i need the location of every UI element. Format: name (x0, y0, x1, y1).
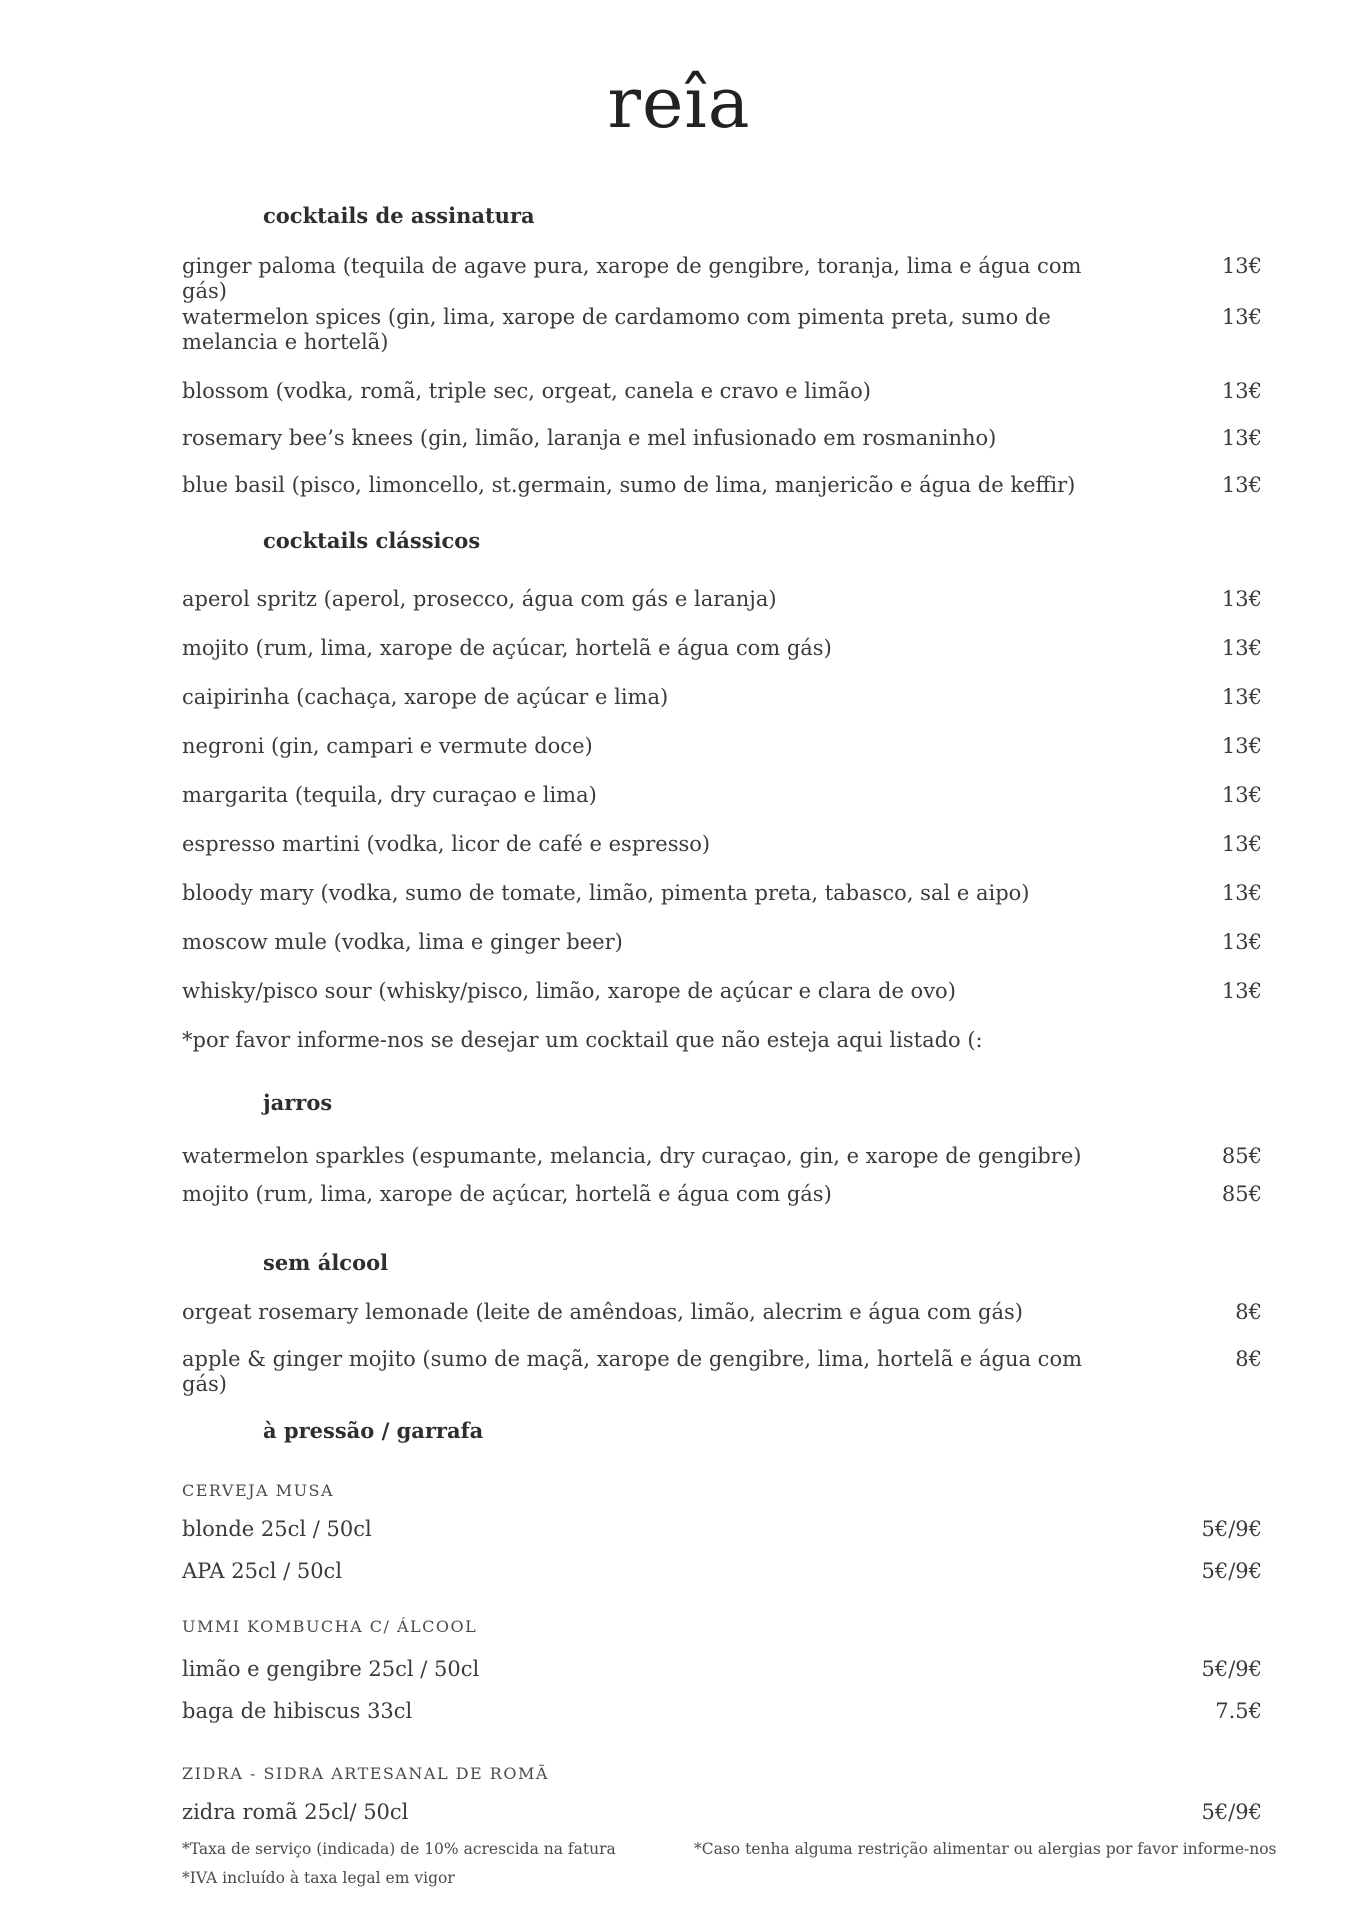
group-label: CERVEJA MUSA (182, 1481, 335, 1500)
item-description: negroni (gin, campari e vermute doce) (182, 734, 593, 758)
item-description: zidra romã 25cl/ 50cl (182, 1800, 409, 1824)
item-price: 5€/9€ (1201, 1559, 1262, 1583)
item-description: baga de hibiscus 33cl (182, 1699, 413, 1723)
item-price: 13€ (1221, 254, 1262, 278)
section-title-draft: à pressão / garrafa (263, 1418, 484, 1443)
item-description: caipirinha (cachaça, xarope de açúcar e lima) (182, 685, 669, 709)
item-description: watermelon spices (gin, lima, xarope de cardamomo com pimenta preta, sumo de melancia e hortelã) (182, 305, 1051, 354)
item-description: moscow mule (vodka, lima e ginger beer) (182, 930, 623, 954)
allergy-note: *Caso tenha alguma restrição alimentar ou alergias por favor informe-nos (694, 1840, 1277, 1858)
group-label: UMMI KOMBUCHA C/ ÁLCOOL (182, 1617, 478, 1636)
item-description: aperol spritz (aperol, prosecco, água com gás e laranja) (182, 587, 777, 611)
item-description: rosemary bee’s knees (gin, limão, laranja e mel infusionado em rosmaninho) (182, 426, 997, 450)
item-description: watermelon sparkles (espumante, melancia, dry curaçao, gin, e xarope de gengibre) (182, 1144, 1082, 1168)
section-title-signature: cocktails de assinatura (263, 203, 535, 228)
item-price: 8€ (1235, 1300, 1262, 1324)
item-price: 13€ (1221, 379, 1262, 403)
item-description: bloody mary (vodka, sumo de tomate, limão, pimenta preta, tabasco, sal e aipo) (182, 881, 1030, 905)
item-price: 85€ (1221, 1144, 1262, 1168)
item-price: 7.5€ (1215, 1699, 1262, 1723)
section-title-classic: cocktails clássicos (263, 528, 481, 553)
section-title-jugs: jarros (263, 1090, 333, 1115)
item-description: blossom (vodka, romã, triple sec, orgeat, canela e cravo e limão) (182, 379, 871, 403)
brand-logo: reîa (607, 62, 751, 144)
item-description: espresso martini (vodka, licor de café e espresso) (182, 832, 711, 856)
item-price: 13€ (1221, 473, 1262, 497)
section-title-nonalcoholic: sem álcool (263, 1250, 389, 1275)
item-price: 13€ (1221, 636, 1262, 660)
item-price: 13€ (1221, 783, 1262, 807)
item-description: orgeat rosemary lemonade (leite de amêndoas, limão, alecrim e água com gás) (182, 1300, 1023, 1324)
item-price: 5€/9€ (1201, 1800, 1262, 1824)
group-label: ZIDRA - SIDRA ARTESANAL DE ROMÃ (182, 1764, 549, 1783)
item-price: 13€ (1221, 832, 1262, 856)
item-price: 8€ (1235, 1347, 1262, 1371)
item-price: 13€ (1221, 426, 1262, 450)
item-description: mojito (rum, lima, xarope de açúcar, hortelã e água com gás) (182, 1182, 832, 1206)
item-price: 5€/9€ (1201, 1517, 1262, 1541)
item-description: APA 25cl / 50cl (182, 1559, 343, 1583)
item-description: ginger paloma (tequila de agave pura, xarope de gengibre, toranja, lima e água com gás) (182, 254, 1082, 303)
item-price: 13€ (1221, 734, 1262, 758)
item-price: 5€/9€ (1201, 1657, 1262, 1681)
item-price: 13€ (1221, 930, 1262, 954)
item-description: blue basil (pisco, limoncello, st.germain, sumo de lima, manjericão e água de keffir) (182, 473, 1076, 497)
item-description: apple & ginger mojito (sumo de maçã, xarope de gengibre, lima, hortelã e água com gás) (182, 1347, 1082, 1396)
item-price: 13€ (1221, 587, 1262, 611)
item-price: 13€ (1221, 881, 1262, 905)
cocktail-note: *por favor informe-nos se desejar um cocktail que não esteja aqui listado (: (182, 1028, 983, 1052)
item-price: 13€ (1221, 305, 1262, 329)
item-price: 13€ (1221, 685, 1262, 709)
item-description: blonde 25cl / 50cl (182, 1517, 372, 1541)
item-description: limão e gengibre 25cl / 50cl (182, 1657, 480, 1681)
item-price: 85€ (1221, 1182, 1262, 1206)
item-description: mojito (rum, lima, xarope de açúcar, hortelã e água com gás) (182, 636, 832, 660)
item-price: 13€ (1221, 979, 1262, 1003)
service-fee-note: *Taxa de serviço (indicada) de 10% acrescida na fatura (182, 1840, 616, 1858)
vat-note: *IVA incluído à taxa legal em vigor (182, 1869, 455, 1887)
item-description: margarita (tequila, dry curaçao e lima) (182, 783, 597, 807)
item-description: whisky/pisco sour (whisky/pisco, limão, xarope de açúcar e clara de ovo) (182, 979, 956, 1003)
